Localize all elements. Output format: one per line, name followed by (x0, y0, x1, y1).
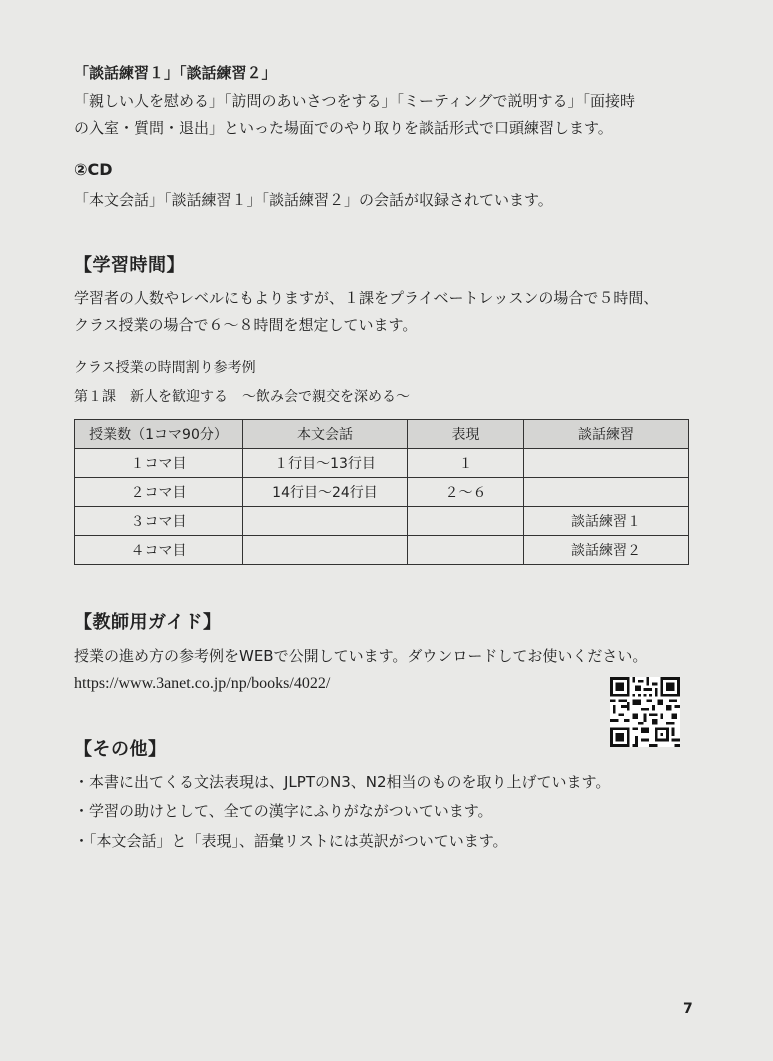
table-cell (243, 536, 408, 565)
paragraph-line: の入室・質問・退出」といった場面でのやり取りを談話形式で口頭練習します。 (74, 119, 613, 137)
table-header-cell: 本文会話 (243, 420, 408, 449)
paragraph-line: 「親しい人を慰める」「訪問のあいさつをする」「ミーティングで説明する」「面接時 (74, 92, 636, 110)
table-cell: ４コマ目 (75, 536, 243, 565)
table-header-cell: 談話練習 (524, 420, 689, 449)
study-time-heading: 【学習時間】 (74, 255, 185, 276)
teacher-guide-text: 授業の進め方の参考例をWEBで公開しています。ダウンロードしてお使いください。 (74, 647, 648, 665)
paragraph-line: クラス授業の場合で６〜８時間を想定しています。 (74, 316, 418, 334)
table-row (75, 478, 689, 507)
table-cell: ２〜６ (408, 478, 524, 507)
table-row (75, 449, 689, 478)
table-cell: ３コマ目 (75, 507, 243, 536)
table-header-cell: 表現 (408, 420, 524, 449)
table-cell (408, 536, 524, 565)
table-cell (243, 507, 408, 536)
section-heading-dialogue-practice: 「談話練習１」「談話練習２」 (74, 64, 277, 82)
cd-text: 「本文会話」「談話練習１」「談話練習２」の会話が収録されています。 (74, 191, 553, 209)
qr-code-icon[interactable] (610, 677, 680, 747)
lesson-title: 第１課 新人を歓迎する 〜飲み会で親交を深める〜 (74, 389, 410, 405)
table-cell (524, 449, 689, 478)
list-item: ・学習の助けとして、全ての漢字にふりがながついています。 (74, 802, 493, 820)
table-cell (408, 507, 524, 536)
schedule-title: クラス授業の時間割り参考例 (74, 360, 256, 376)
table-cell: 談話練習２ (524, 536, 689, 565)
table-row (75, 507, 689, 536)
list-item: ・本書に出てくる文法表現は、JLPTのN3、N2相当のものを取り上げています。 (74, 773, 611, 791)
table-cell: 14行目〜24行目 (243, 478, 408, 507)
class-schedule-table (74, 419, 689, 565)
paragraph-line: 学習者の人数やレベルにもよりますが、１課をプライベートレッスンの場合で５時間、 (74, 289, 659, 307)
teacher-guide-link[interactable]: https://www.3anet.co.jp/np/books/4022/ (74, 675, 331, 692)
cd-heading: ②CD (74, 160, 113, 179)
table-cell: １行目〜13行目 (243, 449, 408, 478)
table-cell: １コマ目 (75, 449, 243, 478)
table-cell: ２コマ目 (75, 478, 243, 507)
other-heading: 【その他】 (74, 739, 167, 760)
table-cell: 談話練習１ (524, 507, 689, 536)
teacher-guide-heading: 【教師用ガイド】 (74, 612, 222, 633)
table-row (75, 536, 689, 565)
table-cell: １ (408, 449, 524, 478)
table-header-cell: 授業数（1コマ90分） (75, 420, 243, 449)
page-number: 7 (683, 1001, 693, 1017)
table-header-row (75, 420, 689, 449)
table-cell (524, 478, 689, 507)
list-item: ・「本文会話」と「表現」、語彙リストには英訳がついています。 (74, 832, 508, 850)
